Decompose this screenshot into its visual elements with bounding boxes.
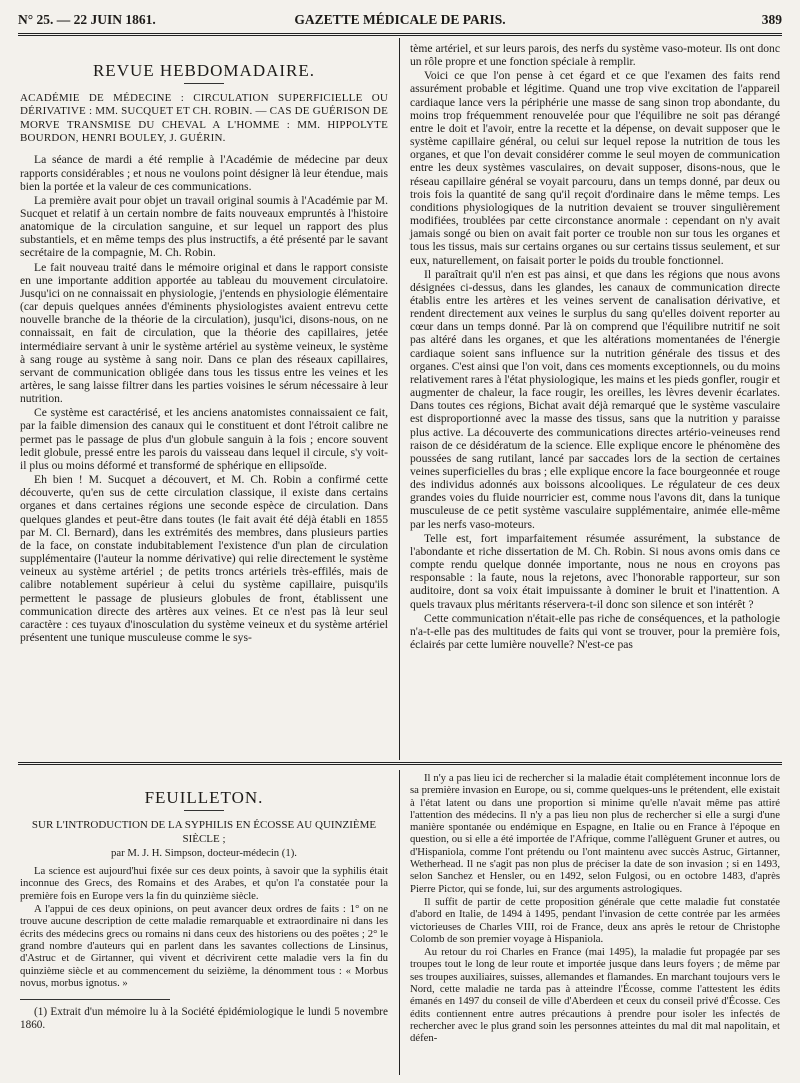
revue-paragraph: Voici ce que l'on pense à cet égard et ce que l'examen des faits rend assurément probable et légitime. Quand une trop vive excitation de l'appareil cardiaque lance vers la périphérie une masse de sang sinon trop abondante, du moins trop fréquemment renouvelée pour que l'équilibre ne soit pas dérangé entre le doit et l'avoir, entre la recette et la dépense, on devait supposer que le système capillaire général, ou celui sur lequel repose la nutrition de tous les organes, et que l'on devait considérer comme le seul moyen de communication entre les deux systèmes vasculaires, on devait supposer, disons-nous, que le réseau capillaire général se voyait parcouru, dans un temps donné, par deux ou trois fois la quantité de sang qu'il reçoit d'ordinaire dans le même temps. Les conditions physiologiques de la nutrition devaient se trouver singulièrement modifiées, troublées par cette circonstance anormale : cependant on n'y avait jamais songé ou bien on avait fait porter ce trouble non sur tous les organes et tous les tissus, mais sur certains organes ou sur certains tissus seulement, et sur eux, naturellement, on faisait porter le poids du trouble fonctionnel. xyxy=(410,69,780,267)
feuilleton-paragraph: A l'appui de ces deux opinions, on peut avancer deux ordres de faits : 1° on ne trouve aucune description de cette maladie remarquable et extraordinaire ni dans les écrits des médecins grecs ou romains ni dans ceux des historiens ou des poëtes ; 2° le grand nombre d'auteurs qui en parlent dans les savantes collections de Linsinus, d'Astruc et de Girtanner, qui vivent et décrivirent cette maladie vers la fin du quinzième siècle et au commencement du seizième, la dénomment tous : « Morbus novus, morbus ignotus. » xyxy=(20,903,388,989)
revue-paragraph: Ce système est caractérisé, et les anciens anatomistes connaissaient ce fait, par la faible dimension des canaux qui le constituent et dont l'étroit calibre ne permet pas le passage de plus d'un globule sanguin à la fois ; encore souvent ledit globule, pressé entre les parois du vaisseau dans lequel il circule, s'y voit-il plus ou moins déformé et transformé de sphérique en ellipsoïde. xyxy=(20,406,388,472)
feuilleton-divider xyxy=(184,810,224,811)
feuilleton-byline: par M. J. H. Simpson, docteur-médecin (1). xyxy=(111,846,297,859)
revue-paragraph: Il paraîtrait qu'il n'en est pas ainsi, et que dans les régions que nous avons désignées ci-dessus, dans les glandes, les canaux de communication directe établis entre les artères et les veines servent de canalisation dérivative, et rendent directement aux veines le surplus du sang qu'elles doivent reporter au cœur dans un temps donné. Par là on comprend que l'équilibre nutritif ne soit pas altéré dans les organes, et que les altérations momentanées de l'énergie cardiaque soient sans influence sur la nutrition générale des tissus et des organes. C'est ainsi que l'on voit, dans ces moments exceptionnels, ou du moins relativement rares à l'état physiologique, les mains et les pieds gonfler, rougir et augmenter de chaleur, la face rougir, les oreilles, les lèvres devenir écarlates. Dans toutes ces régions, Bichat avait déjà remarqué que le système vasculaire est disproportionné avec la masse des tissus, sans que la nutrition y paraisse plus active. La découverte des communications directes artério-veineuses rend raison de ce désidératum de la science. Elle explique encore le phénomène des poussées de sang rutilant, lancé par saccades lors de la section de certaines veines superficielles du bras ; elle explique encore la face bourgeonnée et rouge des individus adonnés aux boissons alcooliques. Le régulateur de ces deux grandes voies du fluide nourricier est, comme nous l'avons dit, dans la tunique musculeuse de ce petit système vasculaire supplémentaire, animée elle-même par les nerfs vaso-moteurs. xyxy=(410,267,780,531)
revue-paragraph: Le fait nouveau traité dans le mémoire original et dans le rapport consiste en une importante addition apportée au tableau du mouvement circulatoire. Jusqu'ici on ne connaissait en physiologie, j'entends en physiologie élémentaire (car depuis quelques années d'éminents physiologistes avaient entrevu cette nouvelle branche de la théorie de la circulation), jusqu'ici, disons-nous, on ne connaissait, en fait de circulation, que la théorie des capillaires, jetée intermédiaire servant à unir le système artériel au système veineux, le système à sang rouge au système à sang noir. Dans ce plan des réseaux capillaires, servant de communication obligée dans tous les tissus entre les veines et les artères, le sang laisse filtrer dans les parties voisines le sérum nécessaire à leur nutrition. xyxy=(20,260,389,406)
column-divider xyxy=(399,38,400,760)
header-rule xyxy=(18,33,782,36)
revue-paragraph: La première avait pour objet un travail original soumis à l'Académie par M. Sucquet et relatif à un certain nombre de faits nouveaux empruntés à l'histoire anatomique de la circulation sanguine, et sur lequel un rapport des plus substantiels, et en même temps des plus instructifs, a été présenté par le savant secrétaire de la compagnie, M. Ch. Robin. xyxy=(20,193,388,260)
revue-paragraph: Eh bien ! M. Sucquet a découvert, et M. Ch. Robin a confirmé cette découverte, qu'en sus de cette circulation classique, il existe dans certains organes et dans certaines régions une seconde espèce de circulation. Dans quelques glandes et peut-être dans toutes (le fait avait été déjà établi en 1855 par M. Cl. Bernard), dans les extrémités des membres, dans plusieurs parties de la face, on constate indubitablement l'existence d'un plan de circulation supplémentaire (l'auteur la nomme dérivative) qui relie directement le système veineux au système artériel ; de petits troncs artériels très-effilés, mais de calibre notablement supérieur à celui du système capillaire, puisqu'ils permettent le passage de plusieurs globules de front, établissent une communication directe des artères aux veines. Et ce n'est pas là leur seul caractère : ces tuyaux d'inosculation du système veineux et du système artériel présentent une tunique musculeuse comme le sys- xyxy=(20,473,388,644)
revue-left-column xyxy=(20,44,388,644)
revue-paragraph: Cette communication n'était-elle pas riche de conséquences, et la pathologie n'a-t-elle pas des multitudes de faits qui vont se trouver, pour la première fois, éclairés par cette lumière nouvelle? N'est-ce pas xyxy=(410,611,780,652)
journal-title: GAZETTE MÉDICALE DE PARIS. xyxy=(294,12,506,27)
footnote-rule xyxy=(20,999,170,1000)
feuilleton-right-column xyxy=(410,772,780,1045)
running-header xyxy=(18,12,782,34)
feuilleton-title: FEUILLETON. xyxy=(144,788,264,807)
feuilleton-subtitle: SUR L'INTRODUCTION DE LA SYPHILIS EN ÉCOSSE AU QUINZIÈME SIÈCLE ; xyxy=(31,819,377,845)
title-divider xyxy=(184,83,224,84)
revue-right-column xyxy=(410,42,780,651)
feuilleton-paragraph: La science est aujourd'hui fixée sur ces deux points, à savoir que la syphilis était inconnue des Grecs, des Romains et des Arabes, et qu'on l'a constatée pour la première fois en Europe vers la fin du quinzième siècle. xyxy=(20,865,388,902)
feuilleton-rule xyxy=(18,762,782,765)
revue-summary: ACADÉMIE DE MÉDECINE : CIRCULATION SUPERFICIELLE OU DÉRIVATIVE : MM. SUCQUET ET CH. ROBIN. — CAS DE GUÉRISON DE MORVE TRANSMISE DU CHEVAL A L'HOMME : MM. HIPPOLYTE BOURDON, HENRI BOULEY, J. GUÉRIN. xyxy=(20,92,388,145)
revue-paragraph: Telle est, fort imparfaitement résumée assurément, la substance de l'abondante et riche dissertation de M. Ch. Robin. Si nous avons omis dans ce compte rendu quelque donnée importante, nous ne nous en croyons pas responsable : la faute, nous la rejetons, avec l'honorable rapporteur, sur son auditoire, dont sa voix était impuissante à dominer le bruit et l'inattention. A quels travaux plus méritants réservera-t-il donc son silence et son intérêt ? xyxy=(410,531,780,611)
feuilleton-paragraph: Il suffit de partir de cette proposition générale que cette maladie fut constatée d'abord en Italie, de 1494 à 1495, pendant l'invasion de cette contrée par les armées victorieuses de Charles VIII, roi de France, deux ans après le retour de Christophe Colomb de son premier voyage à Hispaniola. xyxy=(410,895,780,945)
feuilleton-column-divider xyxy=(399,770,400,1075)
revue-paragraph: La séance de mardi a été remplie à l'Académie de médecine par deux rapports considérables ; et nous ne voulons point désigner là leur étendue, mais bien la portée et la valeur de ces communications. xyxy=(20,153,388,193)
revue-paragraph: tème artériel, et sur leurs parois, des nerfs du système vaso-moteur. Ils ont donc un rôle propre et une fonction spéciale à remplir. xyxy=(410,42,780,69)
feuilleton-paragraph: Il n'y a pas lieu ici de rechercher si la maladie était complétement inconnue lors de sa première invasion en Europe, ou si, comme quelques-uns le prétendent, elle existait à l'état latent ou dans une proportion si minime qu'elle n'avait même pas attiré l'attention des médecins. Il n'y a pas lieu non plus de rechercher si elle a surgi d'une manière spontanée ou endémique en Espagne, en Italie ou en France à l'époque en question, ou si elle a été importée de l'Afrique, comme l'allèguent Gruner et autres, ou d'Hispaniola, comme l'ont prétendu ou l'ont maintenu avec succès Astruc, Girtanner, Wetherhead. Il ne s'agit pas non plus de préciser la date de son invasion ; si en 1493, selon Sanchez et Hensler, ou en 1492, selon Fulgosi, ou en octobre 1483, d'après Pierre Pictor, qui se fonde, lui, sur des arguments astrologiques. xyxy=(410,772,780,895)
footnote: (1) Extrait d'un mémoire lu à la Société épidémiologique le lundi 5 novembre 1860. xyxy=(20,1006,388,1032)
page-number: 389 xyxy=(761,12,782,27)
issue-date: N° 25. — 22 JUIN 1861. xyxy=(18,12,156,27)
revue-title: REVUE HEBDOMADAIRE. xyxy=(92,61,316,80)
feuilleton-paragraph: Au retour du roi Charles en France (mai 1495), la maladie fut propagée par ses troupes tout le long de leur route et importée jusque dans leurs foyers ; de même par ses troupes auxiliaires, suisses, allemandes et flamandes. En marchant toujours vers le Nord, cette maladie ne tarda pas à atteindre l'Écosse, comme l'attestent les édits émanés en 1497 du conseil de ville d'Aberdeen et ceux du conseil privé d'Écosse. Ces édits contiennent entre autres précautions à prendre pour isoler les infectés de rechercher avec le plus grand soin les personnes atteintes du mal dit mal napolitain, et défen- xyxy=(410,946,780,1045)
feuilleton-left-column xyxy=(20,770,388,1033)
